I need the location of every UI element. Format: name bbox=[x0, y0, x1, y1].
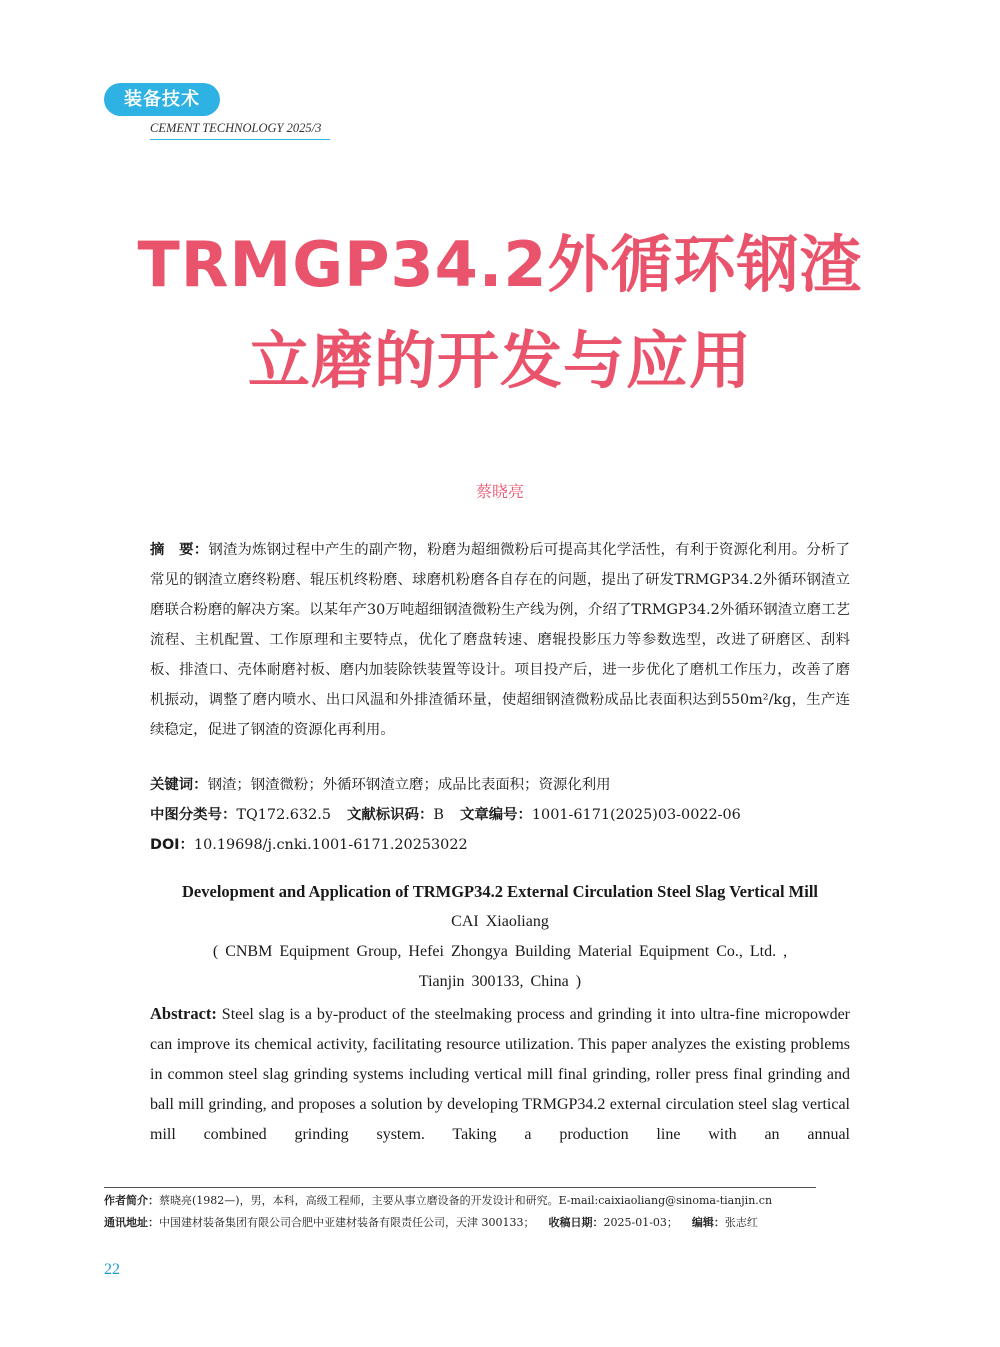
abstract-cn bbox=[150, 535, 850, 745]
doc-code-value: B bbox=[433, 807, 444, 823]
footnote-divider bbox=[104, 1187, 816, 1188]
clc-value: TQ172.632.5 bbox=[236, 807, 331, 823]
abstract-en bbox=[150, 999, 850, 1150]
abstract-en-label: Abstract: bbox=[150, 1004, 217, 1023]
received-label: 收稿日期： bbox=[548, 1216, 604, 1229]
doi-line bbox=[150, 830, 850, 860]
clc-label: 中图分类号： bbox=[150, 807, 237, 823]
abstract-cn-text: 钢渣为炼钢过程中产生的副产物，粉磨为超细微粉后可提高其化学活性，有利于资源化利用。分析了常见的钢渣立磨终粉磨、辊压机终粉磨、球磨机粉磨各自存在的问题，提出了研发TRMGP34.2外循环钢渣立磨联合粉磨的解决方案。以某年产30万吨超细钢渣微粉生产线为例，介绍了TRMGP34.2外循环钢渣立磨工艺流程、主机配置、工作原理和主要特点，优化了磨盘转速、磨辊投影压力等参数选型，改进了研磨区、刮料板、排渣口、壳体耐磨衬板、磨内加装除铁装置等设计。项目投产后，进一步优化了磨机工作压力，改善了磨机振动，调整了磨内喷水、出口风温和外排渣循环量，使超细钢渣微粉成品比表面积达到550m²/kg，生产连续稳定，促进了钢渣的资源化再利用。 bbox=[150, 542, 850, 738]
english-author: CAI Xiaoliang bbox=[451, 913, 549, 930]
editor-label: 编辑： bbox=[691, 1216, 725, 1229]
journal-name: CEMENT TECHNOLOGY 2025/3 bbox=[150, 121, 330, 140]
address-text: 中国建材装备集团有限公司合肥中亚建材装备有限责任公司，天津 300133； bbox=[159, 1216, 535, 1229]
abstract-en-text: Steel slag is a by-product of the steelmaking process and grinding it into ultra-fine micropowder can improve its chemical activity, facilitating resource utilization. This paper analyzes the existing problems in common steel slag grinding systems including vertical mill final grinding, roller press final grinding and ball mill grinding, and proposes a solution by developing TRMGP34.2 external circulation steel slag vertical mill combined grinding system. Taking a production line with an annual bbox=[150, 1006, 851, 1143]
classification-line bbox=[150, 800, 850, 830]
author-name-cn: 蔡晓亮 bbox=[475, 482, 524, 501]
doi-value[interactable]: 10.19698/j.cnki.1001-6171.20253022 bbox=[193, 837, 468, 853]
author-bio-label: 作者简介： bbox=[104, 1194, 159, 1207]
article-title-line2: 立磨的开发与应用 bbox=[247, 324, 752, 397]
received-date: 2025-01-03； bbox=[603, 1216, 678, 1229]
author-bio-text: 蔡晓亮(1982—)，男，本科，高级工程师，主要从事立磨设备的开发设计和研究。E-mail:caixiaoliang@sinoma-tianjin.cn bbox=[159, 1194, 773, 1207]
keywords-label: 关键词： bbox=[150, 777, 208, 793]
abstract-cn-label: 摘 要： bbox=[150, 542, 209, 558]
section-tag: 装备技术 bbox=[104, 83, 220, 116]
doi-label: DOI： bbox=[150, 837, 194, 853]
article-no-value: 1001-6171(2025)03-0022-06 bbox=[531, 807, 741, 823]
english-affiliation-line1: ( CNBM Equipment Group, Hefei Zhongya Building Material Equipment Co., Ltd. , bbox=[212, 943, 788, 960]
english-title: Development and Application of TRMGP34.2 External Circulation Steel Slag Vertical Mill bbox=[182, 882, 818, 901]
editor-name: 张志红 bbox=[724, 1216, 758, 1229]
address-label: 通讯地址： bbox=[104, 1216, 159, 1229]
english-affiliation-line2: Tianjin 300133, China ) bbox=[418, 973, 582, 990]
footnote-address bbox=[104, 1214, 824, 1230]
page-number: 22 bbox=[104, 1261, 120, 1278]
article-title-line1: TRMGP34.2外循环钢渣 bbox=[137, 228, 863, 301]
article-no-label: 文章编号： bbox=[459, 807, 532, 823]
footnote-author-bio bbox=[104, 1192, 824, 1208]
keywords bbox=[150, 770, 850, 800]
keywords-text: 钢渣；钢渣微粉；外循环钢渣立磨；成品比表面积；资源化利用 bbox=[207, 777, 611, 793]
doc-code-label: 文献标识码： bbox=[347, 807, 434, 823]
